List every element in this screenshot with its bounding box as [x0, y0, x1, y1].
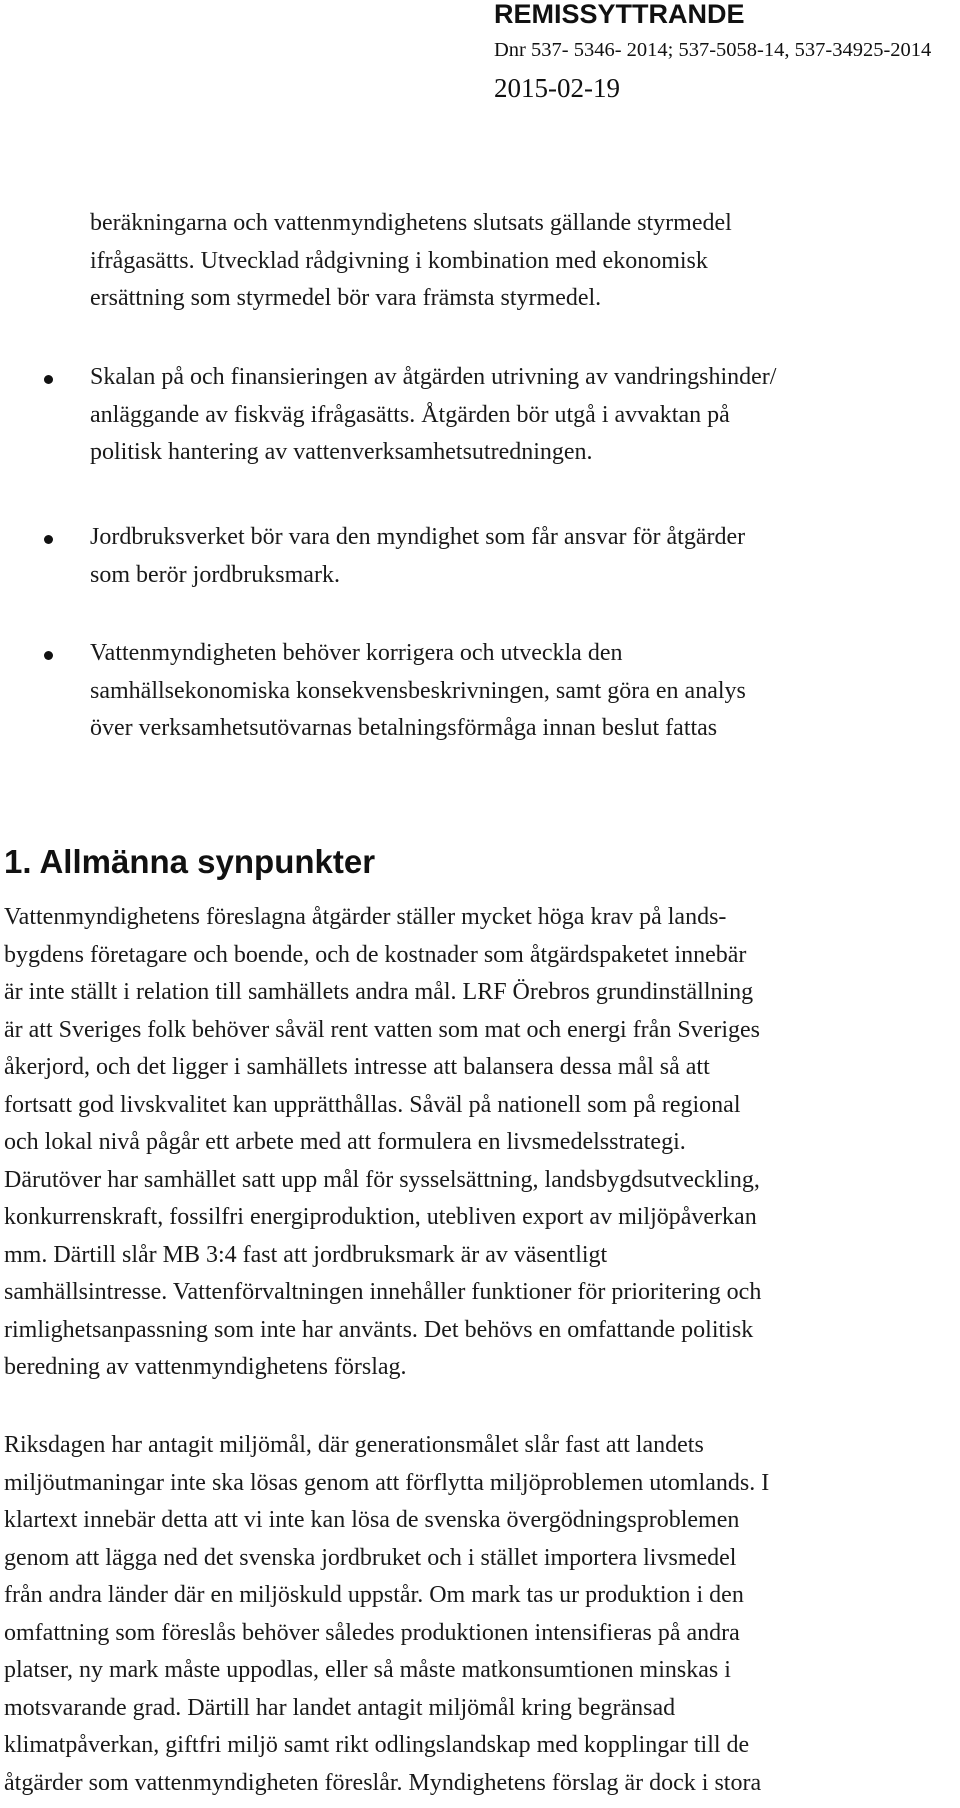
text-line: beräkningarna och vattenmyndighetens slutsats gällande styrmedel — [90, 210, 732, 236]
text-line: ersättning som styrmedel bör vara främsta styrmedel. — [90, 285, 602, 311]
text-line: platser, ny mark måste uppodlas, eller så måste matkonsumtionen minskas i — [4, 1657, 731, 1683]
text-line: omfattning som föreslås behöver således produktionen intensifieras på andra — [4, 1619, 740, 1646]
bullet-text — [90, 635, 950, 748]
text-line: rimlighetsanpassning som inte har använts. Det behövs en omfattande politisk — [4, 1316, 754, 1343]
text-line: politisk hantering av vattenverksamhetsutredningen. — [90, 439, 593, 465]
text-line: som berör jordbruksmark. — [90, 561, 340, 588]
body-paragraph — [4, 1427, 956, 1802]
document-type-title: REMISSYTTRANDE — [494, 0, 745, 29]
text-line: och lokal nivå pågår ett arbete med att formulera en livsmedelsstrategi. — [4, 1129, 686, 1155]
text-line: mm. Därtill slår MB 3:4 fast att jordbruksmark är av väsentligt — [4, 1241, 608, 1268]
text-line: är att Sveriges folk behöver såväl rent vatten som mat och energi från Sveriges — [4, 1016, 760, 1043]
bullet-text — [90, 359, 950, 472]
bullet-dot-icon — [44, 375, 53, 384]
text-line: miljöutmaningar inte ska lösas genom att förflytta miljöproblemen utomlands. I — [4, 1469, 770, 1496]
text-line: Vattenmyndighetens föreslagna åtgärder ställer mycket höga krav på lands- — [4, 904, 727, 930]
text-line: konkurrenskraft, fossilfri energiproduktion, utebliven export av miljöpåverkan — [4, 1204, 757, 1230]
bullet-dot-icon — [44, 651, 53, 660]
diary-number: Dnr 537- 5346- 2014; 537-5058-14, 537-34925-2014 — [494, 39, 932, 61]
bullet-dot-icon — [44, 535, 53, 544]
text-line: Därutöver har samhället satt upp mål för sysselsättning, landsbygdsutveckling, — [4, 1166, 760, 1193]
text-line: Jordbruksverket bör vara den myndighet som får ansvar för åtgärder — [90, 524, 746, 550]
text-line: fortsatt god livskvalitet kan upprätthållas. Såväl på nationell som på regional — [4, 1091, 741, 1118]
text-line: ifrågasätts. Utvecklad rådgivning i kombination med ekonomisk — [90, 247, 708, 274]
text-line: från andra länder där en miljöskuld uppstår. Om mark tas ur produktion i den — [4, 1582, 744, 1608]
text-line: åtgärder som vattenmyndigheten föreslår. Myndighetens förslag är dock i stora — [4, 1769, 762, 1796]
text-line: motsvarande grad. Därtill har landet antagit miljömål kring begränsad — [4, 1694, 676, 1721]
text-line: Vattenmyndigheten behöver korrigera och utveckla den — [90, 640, 623, 666]
text-line: bygdens företagare och boende, och de kostnader som åtgärdspaketet innebär — [4, 941, 747, 968]
text-line: Riksdagen har antagit miljömål, där generationsmålet slår fast att landets — [4, 1432, 704, 1458]
text-line: beredning av vattenmyndighetens förslag. — [4, 1354, 407, 1380]
text-line: genom att lägga ned det svenska jordbruket och i stället importera livsmedel — [4, 1544, 737, 1571]
text-line: Skalan på och finansieringen av åtgärden utrivning av vandringshinder/ — [90, 364, 777, 390]
text-line: anläggande av fiskväg ifrågasätts. Åtgärden bör utgå i avvaktan på — [90, 401, 730, 428]
body-paragraph — [4, 899, 956, 1387]
text-line: klimatpåverkan, giftfri miljö samt rikt odlingslandskap med kopplingar till de — [4, 1732, 750, 1758]
text-line: samhällsekonomiska konsekvensbeskrivningen, samt göra en analys — [90, 677, 746, 704]
text-line: är inte ställt i relation till samhällets andra mål. LRF Örebros grundinställning — [4, 979, 754, 1005]
document-date: 2015-02-19 — [494, 73, 620, 103]
section-heading: 1. Allmänna synpunkter — [4, 843, 376, 880]
bullet-text — [90, 519, 950, 594]
text-line: samhällsintresse. Vattenförvaltningen innehåller funktioner för prioritering och — [4, 1279, 762, 1305]
text-line: åkerjord, och det ligger i samhällets intresse att balansera dessa mål så att — [4, 1054, 710, 1080]
text-line: över verksamhetsutövarnas betalningsförmåga innan beslut fattas — [90, 715, 718, 741]
text-line: klartext innebär detta att vi inte kan lösa de svenska övergödningsproblemen — [4, 1507, 740, 1533]
continued-bullet-text — [90, 205, 950, 318]
